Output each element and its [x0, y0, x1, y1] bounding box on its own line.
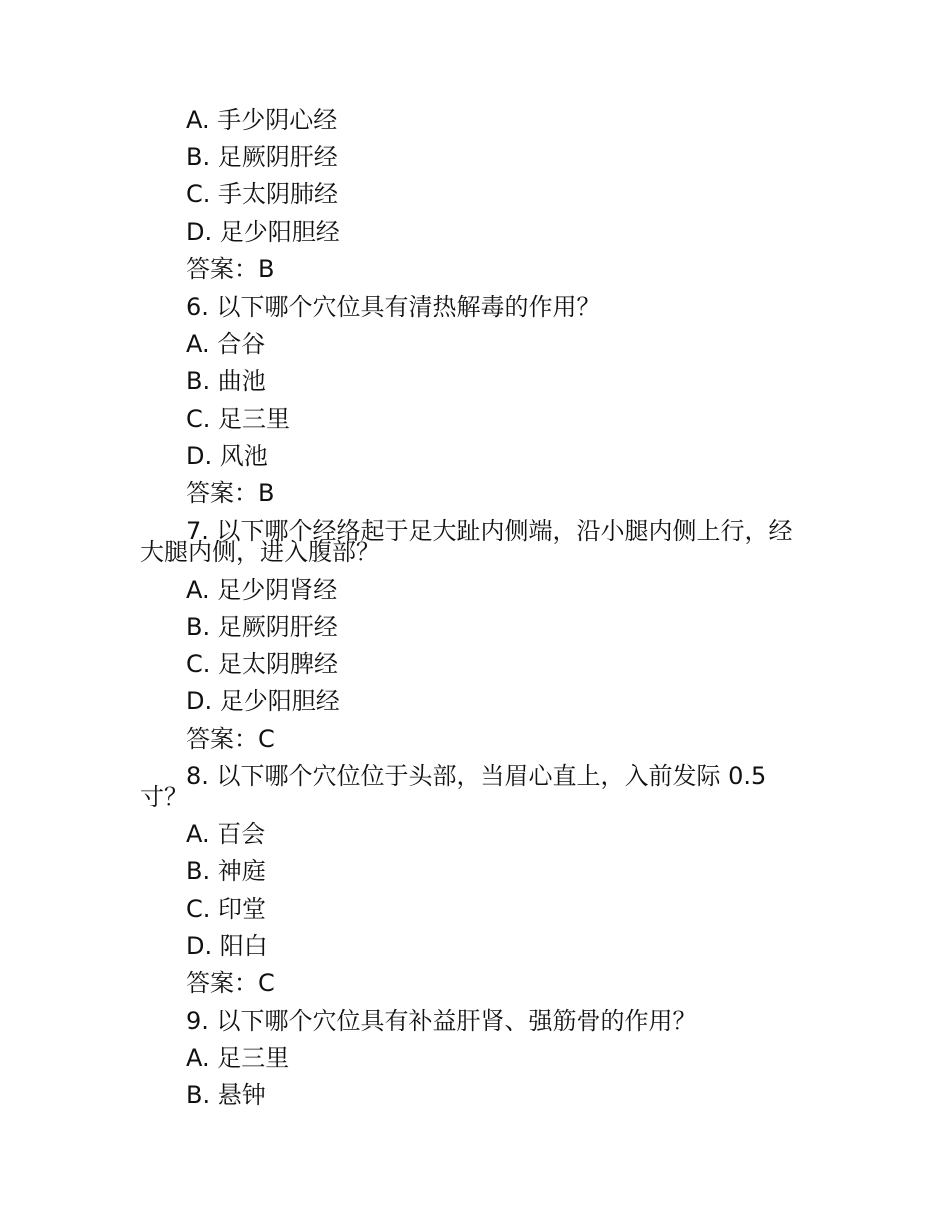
- question-7: 7. 以下哪个经络起于足大趾内侧端，沿小腿内侧上行，经: [186, 517, 793, 545]
- option-a: A. 手少阴心经: [186, 106, 338, 134]
- question-8-continuation: 寸？: [140, 783, 188, 811]
- answer-line: 答案：C: [186, 969, 275, 997]
- option-c: C. 印堂: [186, 895, 267, 923]
- answer-line: 答案：B: [186, 255, 275, 283]
- question-6: 6. 以下哪个穴位具有清热解毒的作用？: [186, 293, 601, 321]
- question-7-continuation: 大腿内侧，进入腹部？: [140, 538, 380, 566]
- option-b: B. 足厥阴肝经: [186, 143, 338, 171]
- option-d: D. 足少阳胆经: [186, 218, 340, 246]
- option-a: A. 足三里: [186, 1044, 290, 1072]
- option-d: D. 阳白: [186, 932, 268, 960]
- option-a: A. 足少阴肾经: [186, 576, 338, 604]
- option-a: A. 百会: [186, 820, 266, 848]
- question-8: 8. 以下哪个穴位位于头部，当眉心直上，入前发际 0.5: [186, 762, 767, 790]
- option-d: D. 足少阳胆经: [186, 687, 340, 715]
- option-d: D. 风池: [186, 442, 268, 470]
- answer-line: 答案：B: [186, 479, 275, 507]
- option-b: B. 足厥阴肝经: [186, 613, 338, 641]
- option-b: B. 曲池: [186, 367, 266, 395]
- option-b: B. 神庭: [186, 857, 266, 885]
- option-c: C. 手太阴肺经: [186, 180, 339, 208]
- question-9: 9. 以下哪个穴位具有补益肝肾、强筋骨的作用？: [186, 1007, 697, 1035]
- option-c: C. 足三里: [186, 405, 291, 433]
- answer-line: 答案：C: [186, 725, 275, 753]
- option-a: A. 合谷: [186, 330, 266, 358]
- option-b: B. 悬钟: [186, 1081, 266, 1109]
- option-c: C. 足太阴脾经: [186, 650, 339, 678]
